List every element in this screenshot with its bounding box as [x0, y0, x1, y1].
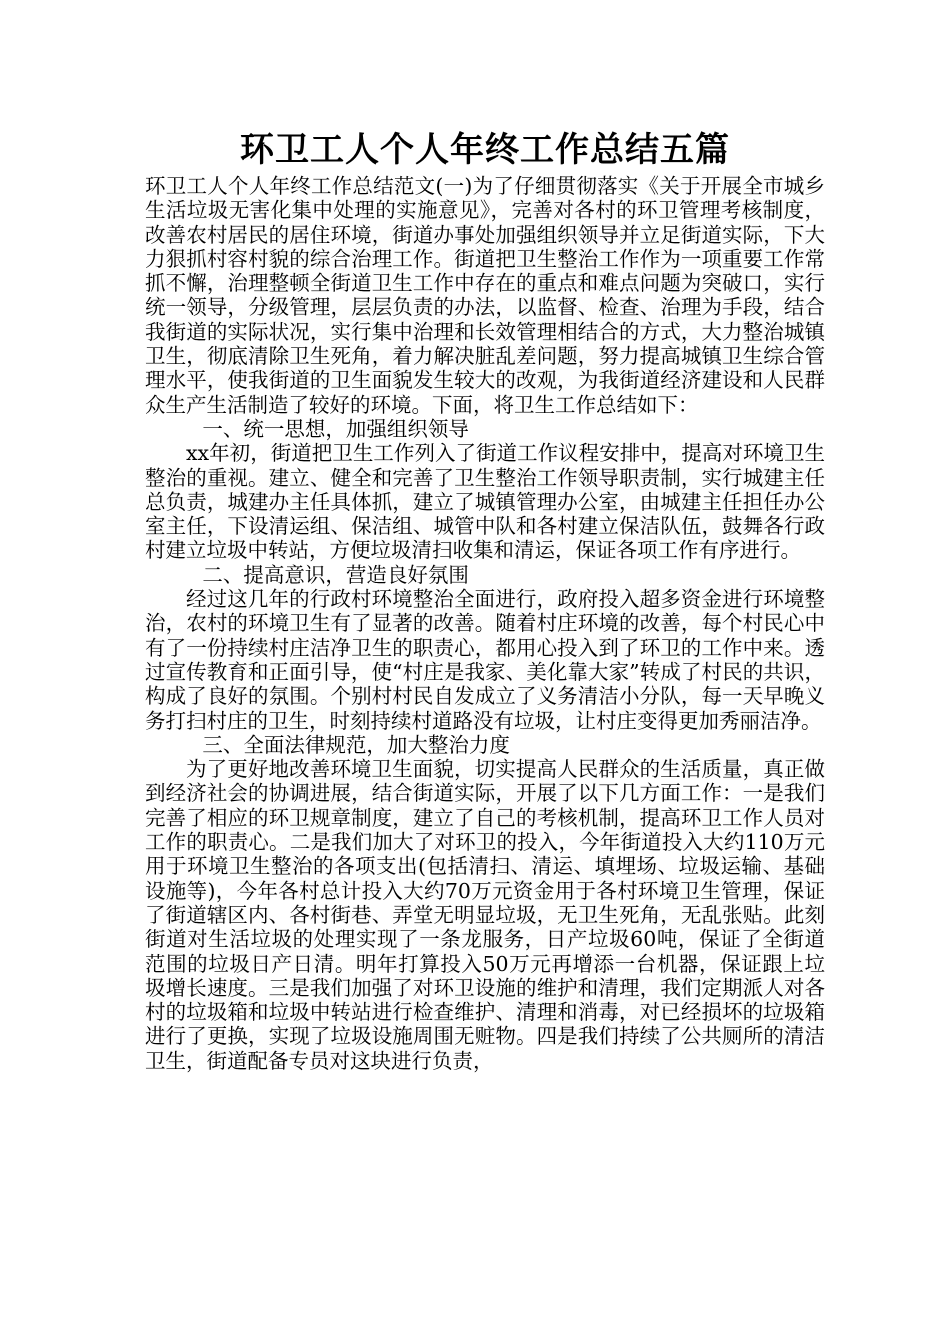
section-3-heading: 三、全面法律规范，加大整治力度 [202, 732, 510, 757]
section-1-paragraph: xx年初，街道把卫生工作列入了街道工作议程安排中，提高对环境卫生整治的重视。建立、健全和完善了卫生整治工作领导职责制，实行城建主任总负责，城建办主任具体抓，建立了城镇管理办公室，由城建主任担任办公室主任，下设清运组、保洁组、城管中队和各村建立保洁队伍，鼓舞各行政村建立垃圾中转站，方便垃圾清扫收集和清运，保证各项工作有序进行。 [145, 441, 825, 563]
document-body [145, 174, 825, 1073]
intro-paragraph: 环卫工人个人年终工作总结范文(一)为了仔细贯彻落实《关于开展全市城乡生活垃圾无害化集中处理的实施意见》，完善对各村的环卫管理考核制度，改善农村居民的居住环境，街道办事处加强组织领导并立足街道实际，下大力狠抓村容村貌的综合治理工作。街道把卫生整治工作作为一项重要工作常抓不懈，治理整顿全街道卫生工作中存在的重点和难点问题为突破口，实行统一领导，分级管理，层层负责的办法，以监督、检查、治理为手段，结合我街道的实际状况，实行集中治理和长效管理相结合的方式，大力整治城镇卫生，彻底清除卫生死角，着力解决脏乱差问题，努力提高城镇卫生综合管理水平，使我街道的卫生面貌发生较大的改观，为我街道经济建设和人民群众生产生活制造了较好的环境。下面，将卫生工作总结如下： [145, 174, 825, 417]
document-title: 环卫工人个人年终工作总结五篇 [240, 130, 730, 170]
section-2-paragraph: 经过这几年的行政村环境整治全面进行，政府投入超多资金进行环境整治，农村的环境卫生有了显著的改善。随着村庄环境的改善，每个村民心中有了一份持续村庄洁净卫生的职责心，都用心投入到了环卫的工作中来。透过宣传教育和正面引导，使“村庄是我家、美化靠大家”转成了村民的共识，构成了良好的氛围。个别村村民自发成立了义务清洁小分队，每一天早晚义务打扫村庄的卫生，时刻持续村道路没有垃圾，让村庄变得更加秀丽洁净。 [145, 587, 825, 733]
section-2-heading: 二、提高意识，营造良好氛围 [202, 562, 469, 587]
section-3-paragraph: 为了更好地改善环境卫生面貌，切实提高人民群众的生活质量，真正做到经济社会的协调进展，结合街道实际，开展了以下几方面工作：一是我们完善了相应的环卫规章制度，建立了自己的考核机制，提高环卫工作人员对工作的职责心。二是我们加大了对环卫的投入，今年街道投入大约110万元用于环境卫生整治的各项支出(包括清扫、清运、填埋场、垃圾运输、基础设施等)，今年各村总计投入大约70万元资金用于各村环境卫生管理，保证了街道辖区内、各村街巷、弄堂无明显垃圾，无卫生死角，无乱张贴。此刻街道对生活垃圾的处理实现了一条龙服务，日产垃圾60吨，保证了全街道范围的垃圾日产日清。明年打算投入50万元再增添一台机器，保证跟上垃圾增长速度。三是我们加强了对环卫设施的维护和清理，我们定期派人对各村的垃圾箱和垃圾中转站进行检查维护、清理和消毒，对已经损坏的垃圾箱进行了更换，实现了垃圾设施周围无赃物。四是我们持续了公共厕所的清洁卫生，街道配备专员对这块进行负责， [145, 757, 825, 1073]
section-1-heading: 一、统一思想，加强组织领导 [202, 416, 469, 441]
document-page [145, 128, 825, 1073]
